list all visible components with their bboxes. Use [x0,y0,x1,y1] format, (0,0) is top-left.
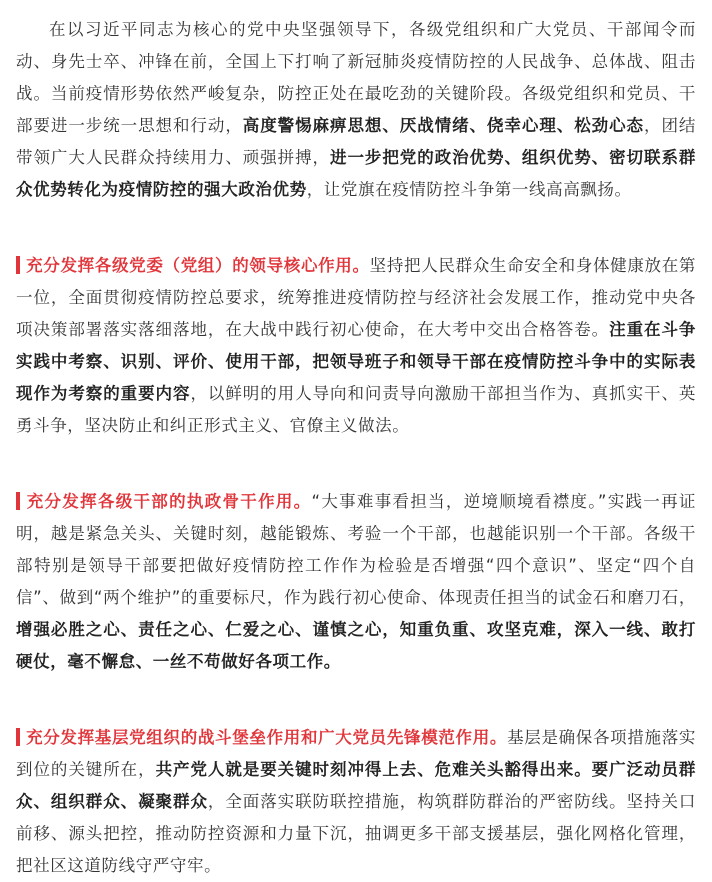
section-marker-icon [16,256,20,274]
section-text: ，以鲜明的用人导向和问责导向激励干部担当作为、真抓实干、英勇斗争，坚决防止和纠正形式主义、官僚主义做法。 [16,384,697,435]
section-marker-icon [16,492,20,510]
intro-emphasis: 高度警惕麻痹思想、厌战情绪、侥幸心理、松劲心态 [242,116,644,135]
section-text: “大事难事看担当，逆境顺境看襟度。”实践一再证明，越是紧急关头、关键时刻，越能锻炼、考验一个干部，也越能识别一个干部。各级干部特别是领导干部要把做好疫情防控工作作为检验是否增强“四个意识”、坚定“四个自信”、做到“两个维护”的重要标尺，作为践行初心使命、体现责任担当的试金石和磨刀石， [16,492,696,607]
intro-paragraph [16,14,696,206]
section-text: 坚持把人民群众生命安全和身体健康放在第一位，全面贯彻疫情防控总要求，统筹推进疫情防控与经济社会发展工作，推动党中央各项决策部署落实落细落地，在大战中践行初心使命，在大考中交出合格答卷。 [16,256,696,339]
intro-emphasis: 进一步把党的政治优势、组织优势、密切联系群众优势转化为疫情防控的强大政治优势 [16,148,696,199]
intro-text: 在以习近平同志为核心的党中央坚强领导下，各级党组织和广大党员、干部闻令而动、身先士卒、冲锋在前，全国上下打响了新冠肺炎疫情防控的人民战争、总体战、阻击战。当前疫情形势依然严峻复杂，防控正处在最吃劲的关键阶段。各级党组织和党员、干部要进一步统一思想和行动， [16,20,696,135]
section-text: 基层是确保各项措施落实到位的关键所在， [16,728,696,779]
section-paragraph-party-committee [16,250,696,442]
section-heading: 充分发挥各级干部的执政骨干作用。 [26,492,312,511]
section-emphasis: 共产党人就是要关键时刻冲得上去、危难关头豁得出来。要广泛动员群众、组织群众、凝聚群众 [16,760,696,811]
section-text: ，全面落实联防联控措施，构筑群防群治的严密防线。坚持关口前移、源头把控，推动防控资源和力量下沉，抽调更多干部支援基层，强化网格化管理，把社区这道防线守严守牢。 [16,792,696,875]
section-heading: 充分发挥各级党委（党组）的领导核心作用。 [26,256,370,275]
intro-text: ，团结带领广大人民群众持续用力、顽强拼搏， [16,116,696,167]
section-paragraph-cadres [16,486,696,678]
section-emphasis: 注重在斗争实践中考察、识别、评价、使用干部，把领导班子和领导干部在疫情防控斗争中的实际表现作为考察的重要内容 [16,320,697,403]
section-emphasis: 增强必胜之心、责任之心、仁爱之心、谨慎之心，知重负重、攻坚克难，深入一线、敢打硬仗，毫不懈怠、一丝不苟做好各项工作。 [16,620,696,671]
section-marker-icon [16,728,20,746]
section-heading: 充分发挥基层党组织的战斗堡垒作用和广大党员先锋模范作用。 [26,728,508,747]
intro-text: ，让党旗在疫情防控斗争第一线高高飘扬。 [306,180,632,199]
section-paragraph-grassroots [16,722,696,882]
